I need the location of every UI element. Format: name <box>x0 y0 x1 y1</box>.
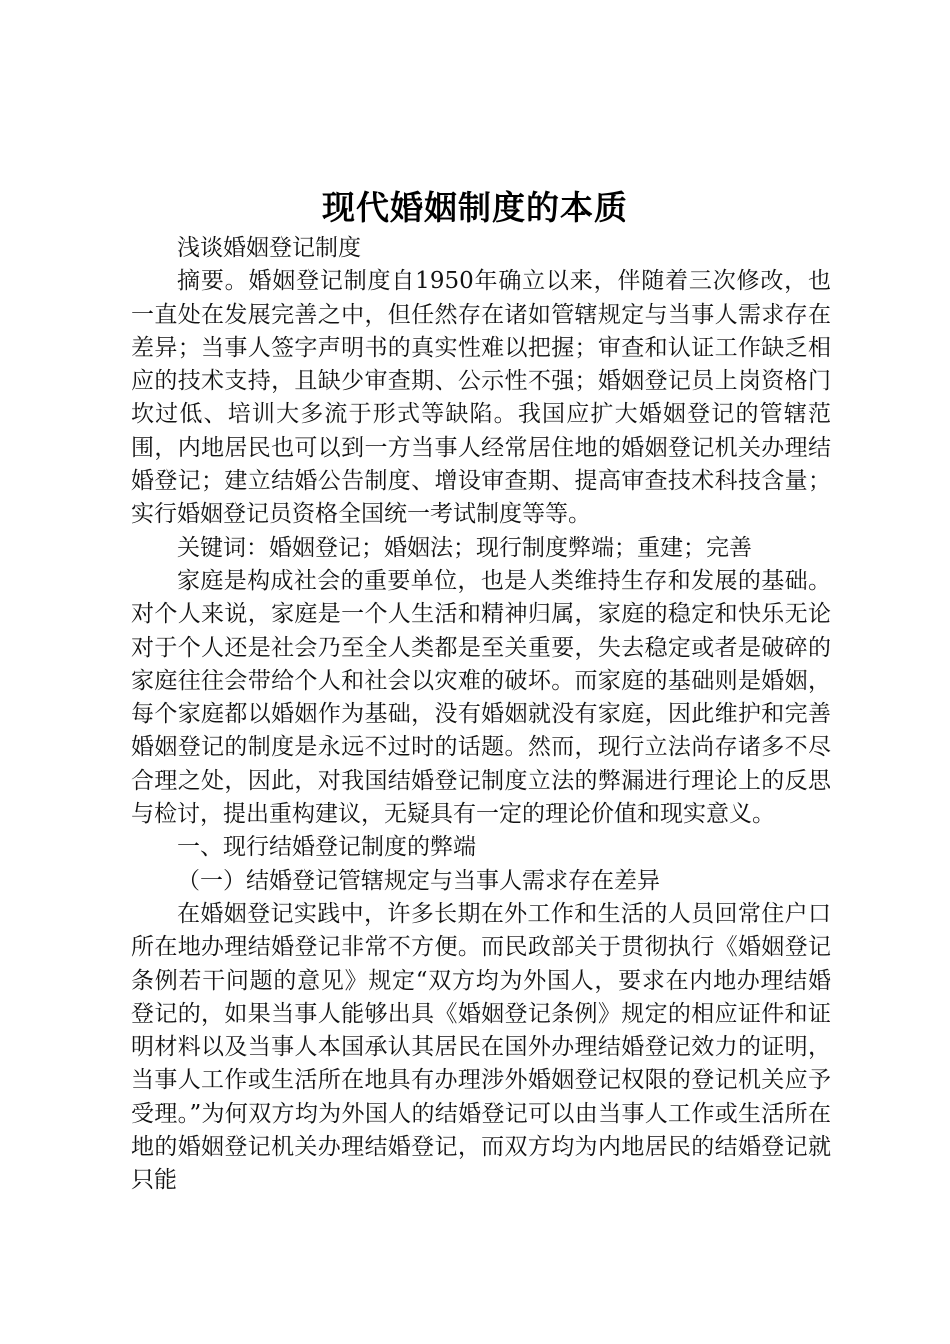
body-paragraph: 在婚姻登记实践中，许多长期在外工作和生活的人员回常住户口所在地办理结婚登记非常不方便。而民政部关于贯彻执行《婚姻登记条例若干问题的意见》规定“双方均为外国人，要求在内地办理结婚登记的，如果当事人能够出具《婚姻登记条例》规定的相应证件和证明材料以及当事人本国承认其居民在国外办理结婚登记效力的证明，当事人工作或生活所在地具有办理涉外婚姻登记权限的登记机关应予受理。”为何双方均为外国人的结婚登记可以由当事人工作或生活所在地的婚姻登记机关办理结婚登记，而双方均为内地居民的结婚登记就只能 <box>131 900 831 1194</box>
document-title: 现代婚姻制度的本质 <box>322 188 628 227</box>
document-body <box>131 232 831 1198</box>
intro-paragraph: 家庭是构成社会的重要单位，也是人类维持生存和发展的基础。对个人来说，家庭是一个人生活和精神归属，家庭的稳定和快乐无论对于个人还是社会乃至全人类都是至关重要，失去稳定或者是破碎的家庭往往会带给个人和社会以灾难的破坏。而家庭的基础则是婚姻，每个家庭都以婚姻作为基础，没有婚姻就没有家庭，因此维护和完善婚姻登记的制度是永远不过时的话题。然而，现行立法尚存诸多不尽合理之处，因此，对我国结婚登记制度立法的弊漏进行理论上的反思与检讨，提出重构建议，无疑具有一定的理论价值和现实意义。 <box>131 567 831 828</box>
section-heading: 一、现行结婚登记制度的弊端 <box>177 834 476 861</box>
keywords-paragraph: 关键词：婚姻登记；婚姻法；现行制度弊端；重建；完善 <box>177 534 752 561</box>
abstract-paragraph: 摘要。婚姻登记制度自1950年确立以来，伴随着三次修改，也一直处在发展完善之中，但任然存在诸如管辖规定与当事人需求存在差异；当事人签字声明书的真实性难以把握；审查和认证工作缺乏相应的技术支持，且缺少审查期、公示性不强；婚姻登记员上岗资格门坎过低、培训大多流于形式等缺陷。我国应扩大婚姻登记的管辖范围，内地居民也可以到一方当事人经常居住地的婚姻登记机关办理结婚登记；建立结婚公告制度、增设审查期、提高审查技术科技含量；实行婚姻登记员资格全国统一考试制度等等。 <box>131 268 831 528</box>
subtitle-paragraph: 浅谈婚姻登记制度 <box>177 235 361 261</box>
subsection-heading: （一）结婚登记管辖规定与当事人需求存在差异 <box>177 867 660 894</box>
